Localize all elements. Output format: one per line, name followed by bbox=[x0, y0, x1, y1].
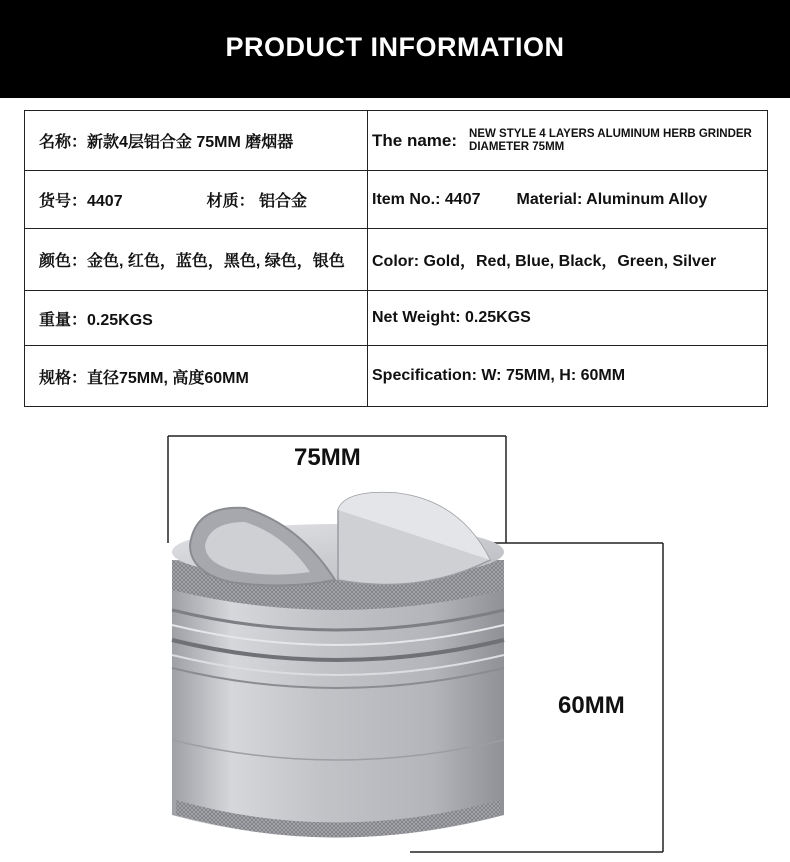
name-zh-cell bbox=[25, 111, 368, 171]
weight-en-cell bbox=[368, 291, 768, 346]
name-en-label: The name: bbox=[372, 130, 458, 150]
grinder bbox=[172, 493, 504, 838]
spec-zh: 规格：直径75MM, 高度60MM bbox=[39, 369, 249, 387]
spec-zh-cell bbox=[25, 346, 368, 407]
weight-zh-cell bbox=[25, 291, 368, 346]
table-row bbox=[25, 346, 768, 407]
spec-en: Specification: W: 75MM, H: 60MM bbox=[372, 367, 626, 384]
material-en: Material: Aluminum Alloy bbox=[516, 190, 708, 208]
color-en-cell bbox=[368, 229, 768, 291]
banner-title: PRODUCT INFORMATION bbox=[225, 31, 565, 62]
banner bbox=[0, 0, 790, 98]
table-row bbox=[25, 229, 768, 291]
color-zh: 颜色：金色, 红色，蓝色，黑色, 绿色，银色 bbox=[39, 253, 345, 270]
item-en: Item No.: 4407 bbox=[372, 190, 481, 208]
table-row bbox=[25, 171, 768, 229]
table-row bbox=[25, 291, 768, 346]
color-zh-cell bbox=[25, 229, 368, 291]
weight-zh: 重量：0.25KGS bbox=[39, 311, 153, 329]
item-zh: 货号：4407 bbox=[39, 193, 123, 210]
name-zh: 名称：新款4层铝合金 75MM 磨烟器 bbox=[39, 134, 294, 151]
height-label: 60MM bbox=[558, 692, 625, 719]
name-en-value: NEW STYLE 4 LAYERS ALUMINUM HERB GRINDER DIAMETER 75MM bbox=[469, 127, 752, 153]
spec-table bbox=[24, 110, 768, 407]
item-zh-cell bbox=[25, 171, 368, 229]
weight-en: Net Weight: 0.25KGS bbox=[372, 309, 531, 326]
name-en-cell bbox=[368, 111, 768, 171]
width-label: 75MM bbox=[294, 444, 361, 471]
product-illustration bbox=[0, 420, 790, 862]
material-zh: 材质： 铝合金 bbox=[206, 193, 308, 210]
table-row bbox=[25, 111, 768, 171]
spec-en-cell bbox=[368, 346, 768, 407]
item-en-cell bbox=[368, 171, 768, 229]
color-en: Color: Gold，Red, Blue, Black，Green, Silver bbox=[372, 253, 717, 270]
